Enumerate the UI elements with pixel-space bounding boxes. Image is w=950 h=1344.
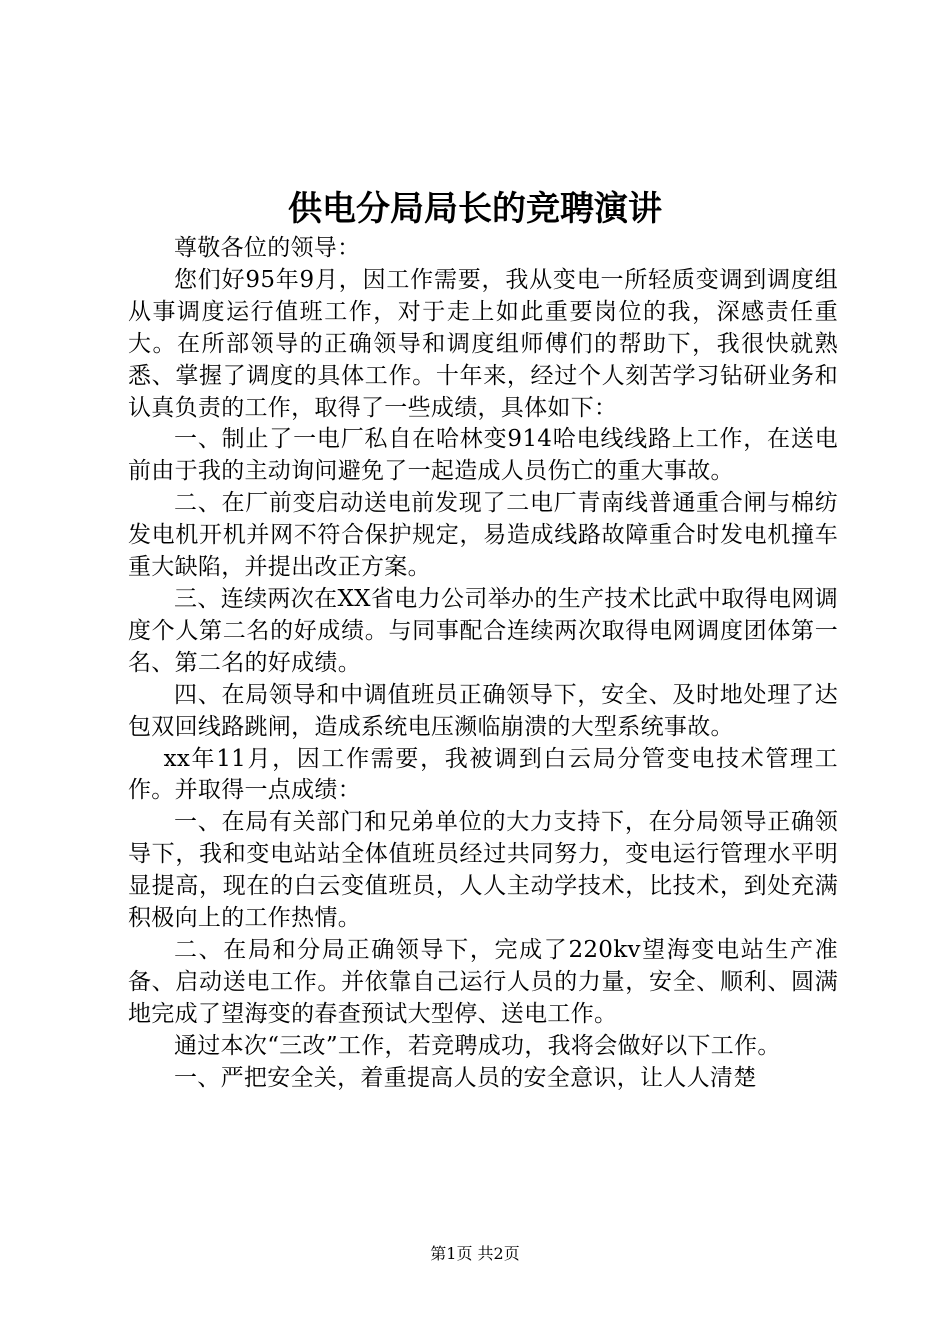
page-number-footer: 第1页 共2页: [430, 1244, 520, 1263]
baiyun-achievement-paragraph-1: 一、在局有关部门和兄弟单位的大力支持下，在分局领导正确领导下，我和变电站站全体值班员经过共同努力，变电运行管理水平明显提高，现在的白云变值班员，人人主动学技术，比技术，到处充满积极向上的工作热情。: [128, 809, 838, 932]
achievement-paragraph-2: 二、在厂前变启动送电前发现了二电厂青南线普通重合闸与棉纺发电机开机并网不符合保护规定，易造成线路故障重合时发电机撞车重大缺陷，并提出改正方案。: [128, 490, 838, 581]
document-body: [128, 233, 838, 1094]
baiyun-achievement-paragraph-2: 二、在局和分局正确领导下，完成了220kv望海变电站生产准备、启动送电工作。并依靠自己运行人员的力量，安全、顺利、圆满地完成了望海变的春查预试大型停、送电工作。: [128, 936, 838, 1027]
achievement-paragraph-1: 一、制止了一电厂私自在哈林变914哈电线线路上工作，在送电前由于我的主动询问避免了一起造成人员伤亡的重大事故。: [128, 426, 838, 485]
transfer-paragraph: xx年11月，因工作需要，我被调到白云局分管变电技术管理工作。并取得一点成绩：: [128, 745, 838, 804]
intro-paragraph: 您们好95年9月，因工作需要，我从变电一所轻质变调到调度组从事调度运行值班工作，对于走上如此重要岗位的我，深感责任重大。在所部领导的正确领导和调度组师傅们的帮助下，我很快就熟悉、掌握了调度的具体工作。十年来，经过个人刻苦学习钻研业务和认真负责的工作，取得了一些成绩，具体如下：: [128, 266, 838, 421]
achievement-paragraph-3: 三、连续两次在XX省电力公司举办的生产技术比武中取得电网调度个人第二名的好成绩。与同事配合连续两次取得电网调度团体第一名、第二名的好成绩。: [128, 585, 838, 676]
salutation-paragraph: 尊敬各位的领导：: [174, 235, 361, 261]
plan-intro-paragraph: 通过本次“三改”工作，若竞聘成功，我将会做好以下工作。: [174, 1032, 781, 1059]
plan-item-paragraph-1: 一、严把安全关，着重提高人员的安全意识，让人人清楚: [174, 1064, 757, 1091]
achievement-paragraph-4: 四、在局领导和中调值班员正确领导下，安全、及时地处理了达包双回线路跳闸，造成系统电压濒临崩溃的大型系统事故。: [128, 681, 838, 740]
page-title: 供电分局局长的竞聘演讲: [288, 189, 662, 229]
